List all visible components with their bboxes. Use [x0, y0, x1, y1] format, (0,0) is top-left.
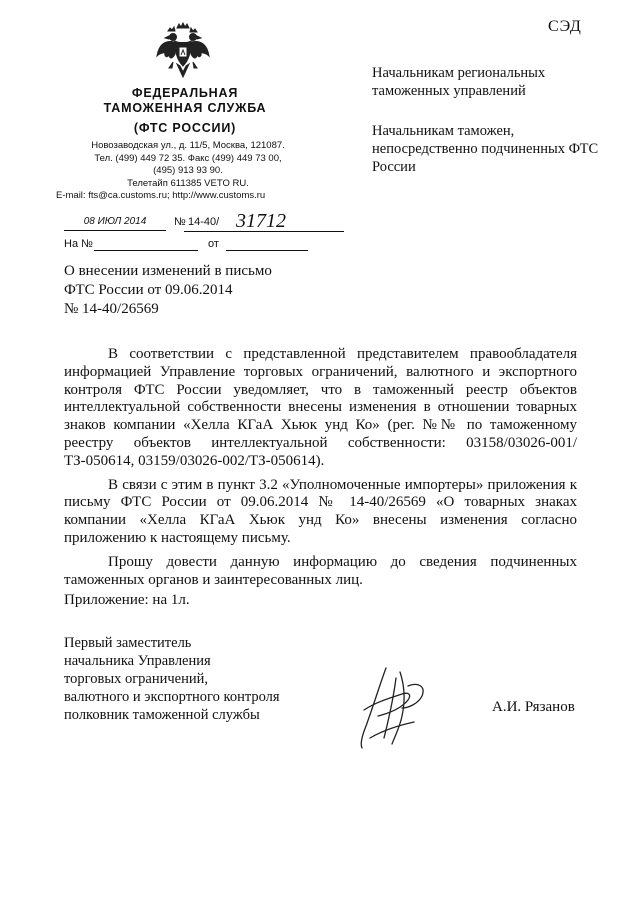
organization-contacts — [52, 140, 324, 203]
signer-title-line1: Первый заместитель — [64, 635, 192, 651]
body-paragraph-1: В соответствии с представленной представителем правообладателя информацией Управление торговых ограничений, валютного и экспортного контроля ФТС России уведомляет, что в таможенный реестр объектов интеллектуальной собственности внесены изменения в отношении товарных знаков компании «Хелла КГаА Хьюк унд Ко» (рег. №№ по таможенному реестру объектов интеллектуальной собственности: 03158/03026-001/ТЗ-050614, 03159/03026-002/ТЗ-050614). — [64, 346, 577, 469]
org-teletype: Телетайп 611385 VETO RU. — [127, 177, 249, 189]
registration-line — [64, 212, 334, 234]
registration-number-printed: 14-40/ — [188, 216, 220, 228]
addressee-block — [372, 64, 602, 198]
reply-from-label: от — [208, 238, 219, 250]
signer-title-line3: торговых ограничений, — [64, 671, 208, 687]
registration-number-handwritten: 31712 — [236, 210, 286, 232]
organization-name — [60, 86, 310, 136]
attachment-note: Приложение: на 1л. — [64, 592, 190, 608]
reply-to-label: На № — [64, 238, 93, 250]
reply-reference-line — [64, 236, 324, 254]
org-phone2: (495) 913 93 90. — [153, 165, 223, 176]
registration-number-underline — [184, 231, 344, 232]
addressee-1: Начальникам региональных таможенных управлений — [372, 65, 546, 99]
org-short-name: (ФТС РОССИИ) — [133, 121, 237, 135]
signer-title-line2: начальника Управления — [64, 653, 211, 669]
org-email: E-mail: fts@ca.customs.ru; http://www.customs.ru — [56, 190, 266, 201]
org-address: Новозаводская ул., д. 11/5, Москва, 121087. — [91, 140, 285, 151]
signer-name: А.И. Рязанов — [492, 699, 575, 715]
subject-line3: № 14-40/26569 — [64, 301, 159, 317]
registration-date: 08 ИЮЛ 2014 — [64, 216, 166, 231]
body-paragraph-3: Прошу довести данную информацию до сведения подчиненных таможенных органов и заинтересованных лиц. — [64, 553, 577, 588]
signer-title-line4: валютного и экспортного контроля — [64, 689, 280, 705]
reply-to-blank — [94, 250, 198, 251]
sed-mark: СЭД — [548, 18, 582, 35]
russian-coat-of-arms-emblem — [155, 22, 211, 80]
letter-body — [64, 346, 577, 595]
subject-line2: ФТС России от 09.06.2014 — [64, 282, 233, 298]
org-name-line1: ФЕДЕРАЛЬНАЯ — [131, 86, 239, 100]
letter-subject — [64, 262, 344, 319]
registration-number-label: № — [174, 216, 186, 228]
addressee-2: Начальникам таможен, непосредственно подчиненных ФТС России — [372, 123, 599, 175]
signer-title-line5: полковник таможенной службы — [64, 707, 260, 723]
org-name-line2: ТАМОЖЕННАЯ СЛУЖБА — [103, 101, 267, 115]
body-paragraph-2: В связи с этим в пункт 3.2 «Уполномоченные импортеры» приложения к письму ФТС России от 09.06.2014 № 14-40/26569 «О товарных знаках компании «Хелла КГаА Хьюк унд Ко» внесены изменения согласно приложению к настоящему письму. — [64, 476, 577, 546]
subject-line1: О внесении изменений в письмо — [64, 263, 272, 279]
reply-from-blank — [226, 250, 308, 251]
org-phone: Тел. (499) 449 72 35. Факс (499) 449 73 00, — [94, 152, 282, 164]
handwritten-signature — [356, 664, 436, 752]
signer-title — [64, 634, 324, 724]
